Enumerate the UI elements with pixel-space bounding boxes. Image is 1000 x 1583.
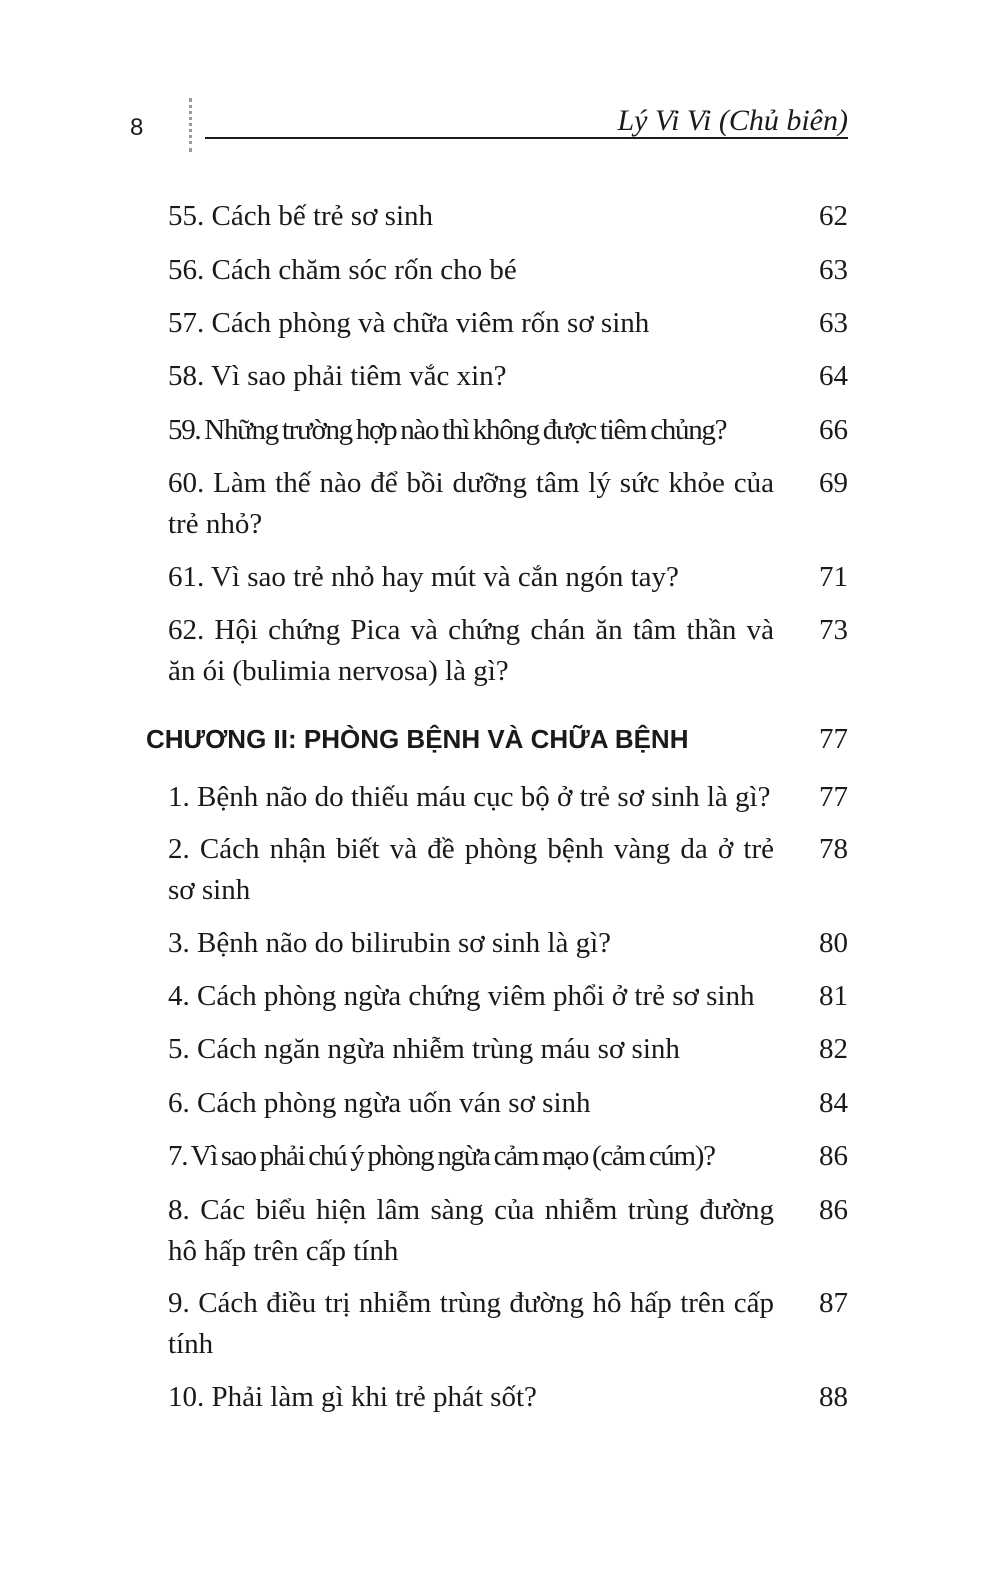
toc-entry-title: 55. Cách bế trẻ sơ sinh <box>168 200 434 232</box>
toc-entry-title: 8. Các biểu hiện lâm sàng của nhiễm trùng đường hô hấp trên cấp tính <box>168 1194 774 1267</box>
toc-entry-title: 10. Phải làm gì khi trẻ phát sốt? <box>168 1381 537 1413</box>
toc-entry-page: 71 <box>819 561 848 593</box>
running-head: Lý Vi Vi (Chủ biên) <box>617 104 848 137</box>
toc-entry-page: 87 <box>819 1287 848 1319</box>
toc-entry-page: 88 <box>819 1381 848 1413</box>
page-number: 8 <box>130 114 144 141</box>
toc-entry-title: 59. Những trường hợp nào thì không được tiêm chủng? <box>168 414 727 446</box>
toc-entry-page: 63 <box>819 254 848 286</box>
toc-entry-title: 4. Cách phòng ngừa chứng viêm phổi ở trẻ sơ sinh <box>168 980 755 1012</box>
toc-entry-title: 56. Cách chăm sóc rốn cho bé <box>168 254 517 286</box>
toc-entry-title: 57. Cách phòng và chữa viêm rốn sơ sinh <box>168 307 650 339</box>
toc-entry <box>168 829 848 911</box>
toc-entry-title: 9. Cách điều trị nhiễm trùng đường hô hấp trên cấp tính <box>168 1287 774 1360</box>
toc-entry <box>168 557 848 598</box>
toc-entry-page: 86 <box>819 1140 848 1172</box>
toc-entry-title: 62. Hội chứng Pica và chứng chán ăn tâm thần và ăn ói (bulimia nervosa) là gì? <box>168 614 774 687</box>
toc-entry <box>168 250 848 291</box>
toc-entry-page: 84 <box>819 1087 848 1119</box>
toc-entry-page: 81 <box>819 980 848 1012</box>
toc-entry <box>168 356 848 397</box>
toc-entry-page: 62 <box>819 200 848 232</box>
toc-entry <box>168 196 848 237</box>
toc-entry <box>168 923 848 964</box>
toc-entry <box>168 1083 848 1124</box>
toc-entry-title: 60. Làm thế nào để bồi dưỡng tâm lý sức khỏe của trẻ nhỏ? <box>168 467 774 540</box>
toc-entry <box>168 1283 848 1365</box>
header-rule <box>205 137 848 139</box>
toc-entry <box>168 1190 848 1272</box>
toc-entry <box>168 463 848 545</box>
toc-entry-page: 86 <box>819 1194 848 1226</box>
chapter-title: CHƯƠNG II: PHÒNG BỆNH VÀ CHỮA BỆNH <box>146 724 689 754</box>
toc-entry-page: 69 <box>819 467 848 499</box>
toc-entry <box>168 976 848 1017</box>
toc-entry-page: 63 <box>819 307 848 339</box>
toc-entry-title: 61. Vì sao trẻ nhỏ hay mút và cắn ngón tay? <box>168 561 679 593</box>
toc-entry <box>168 303 848 344</box>
toc-entry-title: 5. Cách ngăn ngừa nhiễm trùng máu sơ sinh <box>168 1033 680 1065</box>
toc-entry-title: 3. Bệnh não do bilirubin sơ sinh là gì? <box>168 927 612 959</box>
toc-entry-page: 64 <box>819 360 848 392</box>
toc-entry-page: 78 <box>819 833 848 865</box>
toc-entry <box>168 610 848 692</box>
toc-entry-title: 7. Vì sao phải chú ý phòng ngừa cảm mạo (cảm cúm)? <box>168 1140 715 1172</box>
toc-entry-page: 66 <box>819 414 848 446</box>
toc-entry <box>168 410 848 451</box>
spine-divider <box>189 98 192 152</box>
toc-entry <box>168 1136 848 1177</box>
toc-entry-page: 82 <box>819 1033 848 1065</box>
toc-entry <box>168 1377 848 1418</box>
toc-entry-page: 77 <box>819 781 848 813</box>
toc-entry-title: 1. Bệnh não do thiếu máu cục bộ ở trẻ sơ sinh là gì? <box>168 781 771 813</box>
toc-entry <box>168 1029 848 1070</box>
toc-entry-page: 73 <box>819 614 848 646</box>
chapter-page: 77 <box>819 723 848 755</box>
toc-entry-title: 6. Cách phòng ngừa uốn ván sơ sinh <box>168 1087 591 1119</box>
toc-entry <box>168 777 848 818</box>
toc-chapter-heading <box>146 719 848 760</box>
toc-entry-title: 2. Cách nhận biết và đề phòng bệnh vàng da ở trẻ sơ sinh <box>168 833 774 906</box>
toc-entry-page: 80 <box>819 927 848 959</box>
toc-entry-title: 58. Vì sao phải tiêm vắc xin? <box>168 360 507 392</box>
